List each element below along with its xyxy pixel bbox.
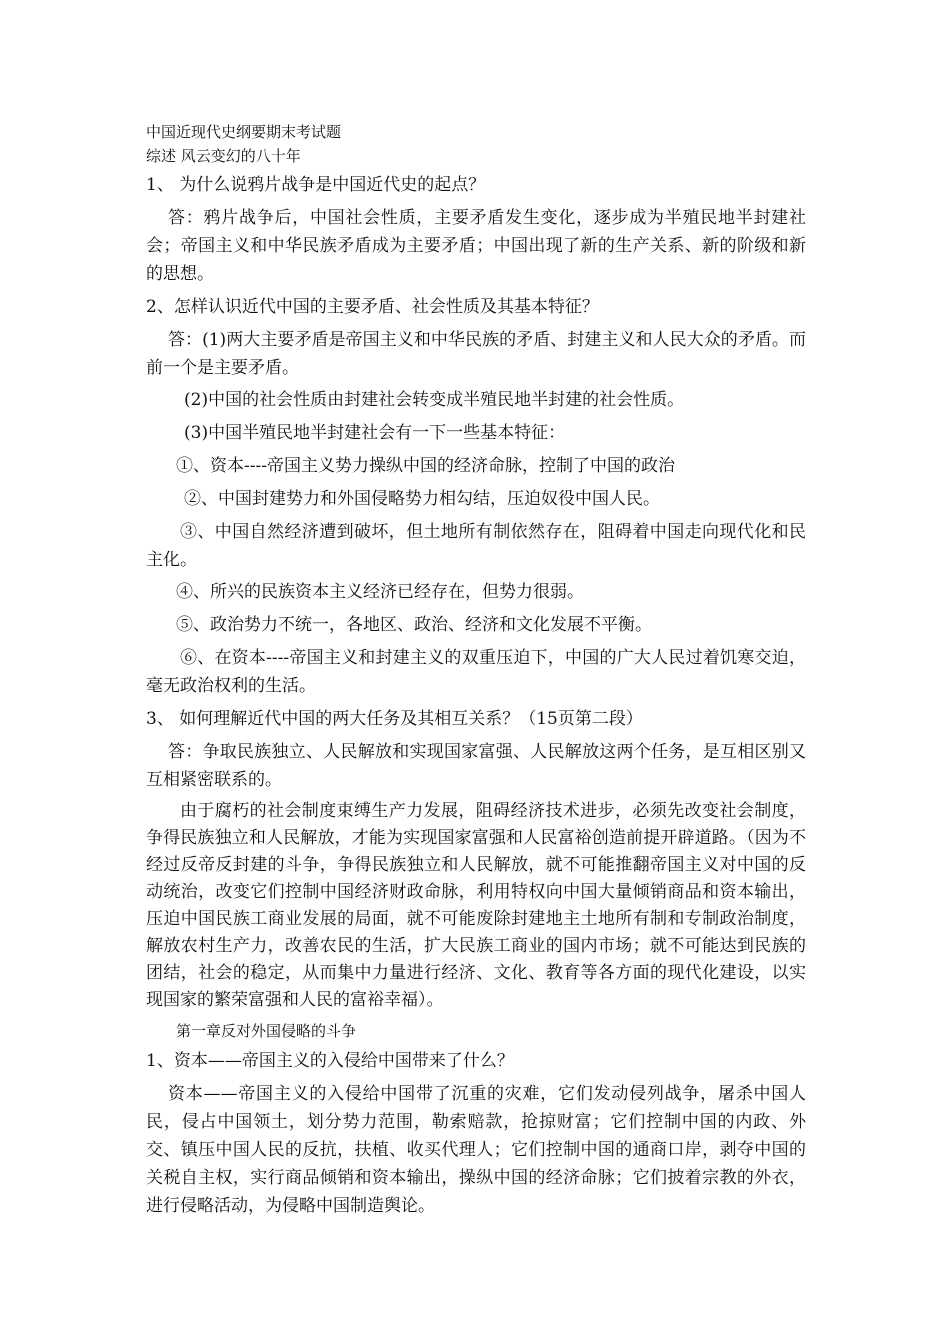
answer-1: 答：鸦片战争后，中国社会性质，主要矛盾发生变化，逐步成为半殖民地半封建社会；帝国主义和中华民族矛盾成为主要矛盾；中国出现了新的生产关系、新的阶级和新的思想。 bbox=[146, 208, 806, 284]
chapter-1-question-1: 1、资本——帝国主义的入侵给中国带来了什么？ bbox=[146, 1051, 514, 1071]
answer-2-point-1: 答：(1)两大主要矛盾是帝国主义和中华民族的矛盾、封建主义和人民大众的矛盾。而前一个是主要矛盾。 bbox=[146, 330, 806, 378]
answer-2-point-2: (2)中国的社会性质由封建社会转变成半殖民地半封建的社会性质。 bbox=[184, 390, 685, 410]
feature-4: ④、所兴的民族资本主义经济已经存在，但势力很弱。 bbox=[176, 582, 584, 602]
document-subtitle: 综述 风云变幻的八十年 bbox=[146, 147, 301, 165]
answer-3-intro: 答：争取民族独立、人民解放和实现国家富强、人民解放这两个任务，是互相区别又互相紧密联系的。 bbox=[146, 742, 806, 790]
feature-2: ②、中国封建势力和外国侵略势力相勾结，压迫奴役中国人民。 bbox=[184, 489, 660, 509]
answer-2-point-3: (3)中国半殖民地半封建社会有一下一些基本特征： bbox=[184, 423, 566, 443]
question-3: 3、 如何理解近代中国的两大任务及其相互关系？（15页第二段） bbox=[146, 709, 643, 729]
document-title: 中国近现代史纲要期末考试题 bbox=[146, 123, 342, 141]
feature-5: ⑤、政治势力不统一，各地区、政治、经济和文化发展不平衡。 bbox=[176, 615, 652, 635]
feature-1: ①、资本----帝国主义势力操纵中国的经济命脉，控制了中国的政治 bbox=[176, 456, 675, 476]
feature-6: ⑥、在资本----帝国主义和封建主义的双重压迫下，中国的广大人民过着饥寒交迫，毫无政治权利的生活。 bbox=[146, 648, 806, 696]
feature-3: ③、中国自然经济遭到破坏，但土地所有制依然存在，阻碍着中国走向现代化和民主化。 bbox=[146, 522, 806, 570]
document-page bbox=[146, 120, 806, 1224]
chapter-heading: 第一章反对外国侵略的斗争 bbox=[176, 1022, 357, 1040]
answer-3-body: 由于腐朽的社会制度束缚生产力发展，阻碍经济技术进步，必须先改变社会制度，争得民族独立和人民解放，才能为实现国家富强和人民富裕创造前提开辟道路。（因为不经过反帝反封建的斗争，争得民族独立和人民解放，就不可能推翻帝国主义对中国的反动统治，改变它们控制中国经济财政命脉，利用特权向中国大量倾销商品和资本输出，压迫中国民族工商业发展的局面，就不可能废除封建地主土地所有制和专制政治制度，解放农村生产力，改善农民的生活，扩大民族工商业的国内市场；就不可能达到民族的团结，社会的稳定，从而集中力量进行经济、文化、教育等各方面的现代化建设，以实现国家的繁荣富强和人民的富裕幸福）。 bbox=[146, 801, 806, 1010]
question-2: 2、怎样认识近代中国的主要矛盾、社会性质及其基本特征？ bbox=[146, 297, 599, 317]
chapter-1-answer-1: 资本——帝国主义的入侵给中国带了沉重的灾难，它们发动侵列战争，屠杀中国人民，侵占中国领土，划分势力范围，勒索赔款，抢掠财富；它们控制中国的内政、外交、镇压中国人民的反抗，扶植、收买代理人；它们控制中国的通商口岸，剥夺中国的关税自主权，实行商品倾销和资本输出，操纵中国的经济命脉；它们披着宗教的外衣，进行侵略活动，为侵略中国制造舆论。 bbox=[146, 1084, 806, 1216]
question-1: 1、 为什么说鸦片战争是中国近代史的起点？ bbox=[146, 175, 486, 195]
